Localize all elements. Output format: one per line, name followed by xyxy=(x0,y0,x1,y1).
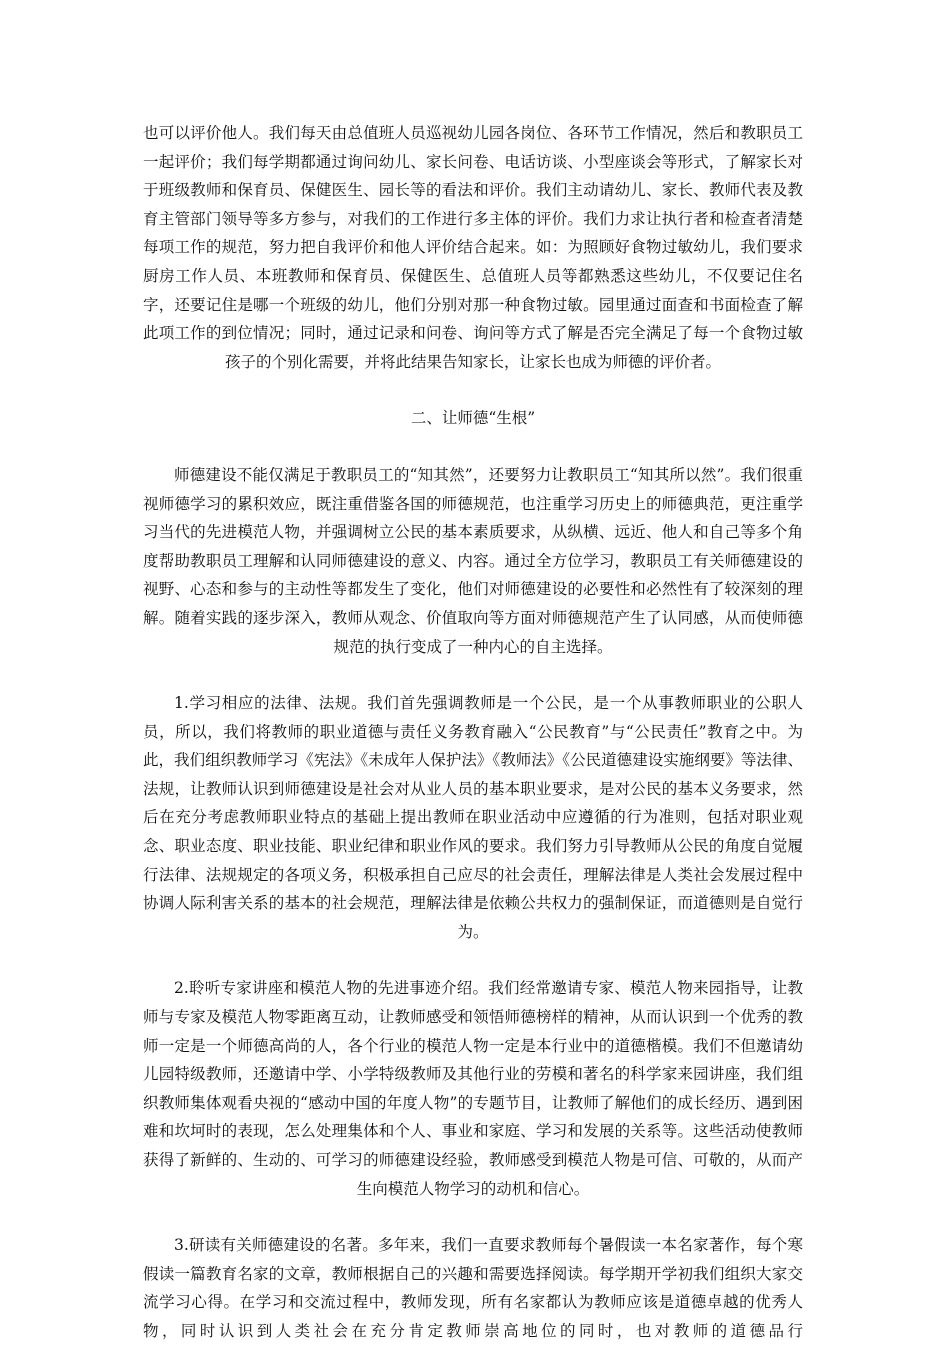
section-heading: 二、让师德“生根” xyxy=(410,409,536,428)
paragraph-rooting: 师德建设不能仅满足于教职员工的“知其然”，还要努力让教职员工“知其所以然”。我们很重视师德学习的累积效应，既注重借鉴各国的师德规范，也注重学习历史上的师德典范，更注重学习当代的先进模范人物，并强调树立公民的基本素质要求，从纵横、远近、他人和自己等多个角度帮助教职员工理解和认同师德建设的意义、内容。通过全方位学习，教职员工有关师德建设的视野、心态和参与的主动性等都发生了变化，他们对师德建设的必要性和必然性有了较深刻的理解。随着实践的逐步深入，教师从观念、价值取向等方面对师德规范产生了认同感，从而使师德规范的执行变成了一种内心的自主选择。 xyxy=(143,465,803,656)
paragraph-item-1: 1.学习相应的法律、法规。我们首先强调教师是一个公民，是一个从事教师职业的公职人员，所以，我们将教师的职业道德与责任义务教育融入“公民教育”与“公民责任”教育之中。为此，我们组织教师学习《宪法》《未成年人保护法》《教师法》《公民道德建设实施纲要》等法律、法规，让教师认识到师德建设是社会对从业人员的基本职业要求，是对公民的基本义务要求，然后在充分考虑教师职业特点的基础上提出教师在职业活动中应遵循的行为准则，包括对职业观念、职业态度、职业技能、职业纪律和职业作风的要求。我们努力引导教师从公民的角度自觉履行法律、法规规定的各项义务，积极承担自己应尽的社会责任，理解法律是人类社会发展过程中协调人际利害关系的基本的社会规范，理解法律是依赖公共权力的强制保证，而道德则是自觉行为。 xyxy=(143,694,803,941)
paragraph-item-2: 2.聆听专家讲座和模范人物的先进事迹介绍。我们经常邀请专家、模范人物来园指导，让教师与专家及模范人物零距离互动，让教师感受和领悟师德榜样的精神，从而认识到一个优秀的教师一定是一个师德高尚的人，各个行业的模范人物一定是本行业中的道德楷模。我们不但邀请幼儿园特级教师，还邀请中学、小学特级教师及其他行业的劳模和著名的科学家来园讲座，我们组织教师集体观看央视的“感动中国的年度人物”的专题节目，让教师了解他们的成长经历、遇到困难和坎坷时的表现，怎么处理集体和个人、事业和家庭、学习和发展的关系等。这些活动使教师获得了新鲜的、生动的、可学习的师德建设经验，教师感受到模范人物是可信、可敬的，从而产生向模范人物学习的动机和信心。 xyxy=(143,979,803,1198)
paragraph-evaluation: 也可以评价他人。我们每天由总值班人员巡视幼儿园各岗位、各环节工作情况，然后和教职员工一起评价；我们每学期都通过询问幼儿、家长问卷、电话访谈、小型座谈会等形式，了解家长对于班级教师和保育员、保健医生、园长等的看法和评价。我们主动请幼儿、家长、教师代表及教育主管部门领导等多方参与，对我们的工作进行多主体的评价。我们力求让执行者和检查者清楚每项工作的规范，努力把自我评价和他人评价结合起来。如：为照顾好食物过敏幼儿，我们要求厨房工作人员、本班教师和保育员、保健医生、总值班人员等都熟悉这些幼儿，不仅要记住名字，还要记住是哪一个班级的幼儿，他们分别对那一种食物过敏。园里通过面查和书面检查了解此项工作的到位情况；同时，通过记录和问卷、询问等方式了解是否完全满足了每一个食物过敏孩子的个别化需要，并将此结果告知家长，让家长也成为师德的评价者。 xyxy=(143,124,803,371)
paragraph-item-3: 3.研读有关师德建设的名著。多年来，我们一直要求教师每个暑假读一本名家著作，每个寒假读一篇教育名家的文章，教师根据自己的兴趣和需要选择阅读。每学期开学初我们组织大家交流学习心得。在学习和交流过程中，教师发现，所有名家都认为教师应该是道德卓越的优秀人物，同时认识到人类社会在充分肯定教师崇高地位的同时，也对教师的道德品行 xyxy=(143,1236,803,1340)
document-body xyxy=(143,119,803,1346)
